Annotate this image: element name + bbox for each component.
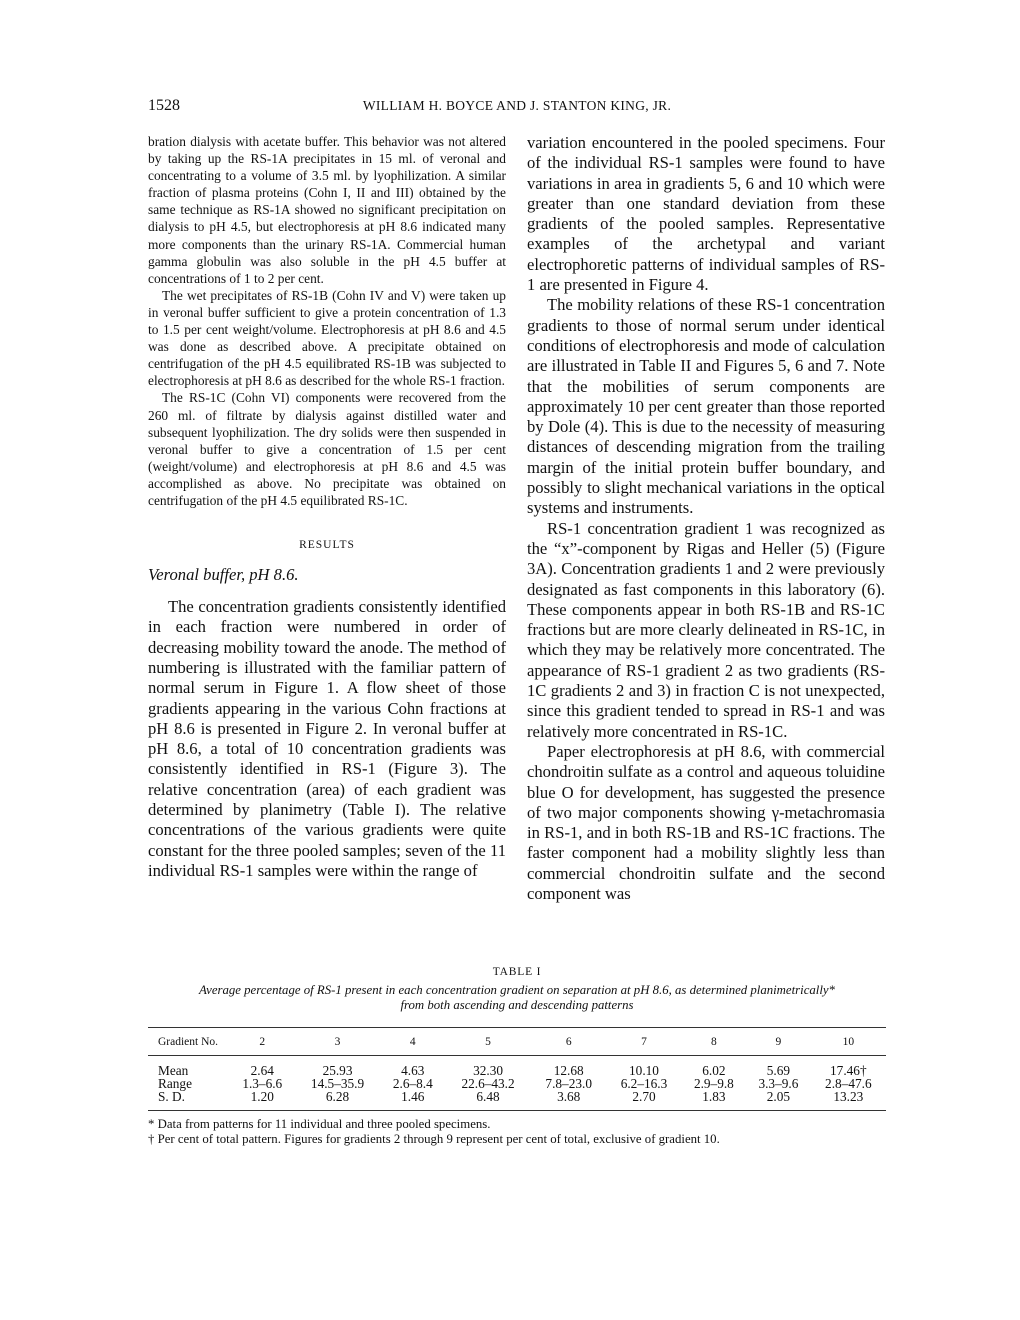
page-number: 1528 [148,97,180,114]
table-cell: 5.69 [766,1063,791,1078]
paragraph: The wet precipitates of RS-1B (Cohn IV and V) were taken up in veronal buffer sufficient to give a protein concentration of 1.3 to 1.5 per cent weight/volume. Electrophoresis at pH 8.6 and 4.5 was done as described above. A precipitate obtained on centrifugation of the pH 4.5 equilibrated RS-1B was subjected to electrophoresis at pH 8.6 as described for the whole RS-1 fraction. [148,287,506,389]
paragraph: bration dialysis with acetate buffer. This behavior was not altered by taking up the RS-1A precipitates in 15 ml. of veronal and concentrating to a volume of 3.5 ml. by lyophilization. A similar fraction of plasma proteins (Cohn I, II and III) obtained by the same technique as RS-1A showed no significant precipitation on dialysis to pH 4.5, but electrophoresis at pH 8.6 indicated many more components than the urinary RS-1A. Commercial human gamma globulin was also soluble in the pH 4.5 buffer at concentrations of 1 to 2 per cent. [148,134,506,286]
data-table [148,1027,886,1111]
table-cell: 14.5–35.9 [310,1076,365,1091]
table-cell: 1.46 [401,1089,425,1104]
column-header: 4 [409,1036,416,1048]
table-footnotes [148,1117,886,1147]
table-cell: 6.48 [476,1089,500,1104]
table-cell: 6.28 [325,1089,350,1104]
column-header: 10 [842,1036,855,1048]
table-cell: 6.02 [702,1063,726,1078]
table-cell: 2.70 [632,1089,656,1104]
table-cell: 17.46† [830,1063,867,1078]
table-cell: 25.93 [322,1063,353,1078]
table-cell: 12.68 [553,1063,584,1078]
table-row [148,1056,886,1078]
table-cell: 7.8–23.0 [545,1076,592,1091]
column-header: 8 [711,1036,717,1048]
row-label: Range [158,1076,192,1091]
paragraph: The mobility relations of these RS-1 concentration gradients to those of normal serum under identical conditions of electrophoresis and mode of calculation are illustrated in Table II and Figures 5, 6 and 7. Note that the mobilities of serum components are approximately 10 per cent greater than those reported by Dole (4). This is due to the necessity of measuring distances of descending migration from the trailing margin of the initial protein buffer boundary, and possibly to slight mechanical variations in the optical systems and instruments. [527,295,885,518]
column-header: 3 [334,1036,341,1048]
footnote: * Data from patterns for 11 individual and three pooled specimens. [148,1117,491,1131]
table-cell: 22.6–43.2 [461,1076,515,1091]
results-text [148,597,506,881]
table-cell: 3.3–9.6 [758,1076,799,1091]
table-cell: 10.10 [629,1063,659,1078]
table-cell: 1.3–6.6 [242,1076,283,1091]
paragraph: The concentration gradients consistently identified in each fraction were numbered in order of decreasing mobility toward the anode. The method of numbering is illustrated with the familiar pattern of normal serum in Figure 1. A flow sheet of those gradients appearing in the various Cohn fractions at pH 8.6 is presented in Figure 2. In veronal buffer at pH 8.6, a total of 10 concentration gradients was consistently identified in RS-1 (Figure 3). The relative concentration (area) of each gradient was determined by planimetry (Table I). The relative concentrations of the various gradients were quite constant for the three pooled samples; seven of the 11 individual RS-1 samples were within the range of [148,597,506,880]
subsection-heading: Veronal buffer, pH 8.6. [148,565,299,585]
table-cell: 1.20 [250,1089,274,1104]
paragraph: Paper electrophoresis at pH 8.6, with commercial chondroitin sulfate as a control and aqueous toluidine blue O for development, has suggested the presence of two major components showing γ-metachromasia in RS-1, and in both RS-1B and RS-1C fractions. The faster component had a mobility slightly less than commercial chondroitin sulfate and the second component was [527,741,885,903]
column-header: 6 [565,1036,572,1048]
table-cell: 1.83 [702,1089,726,1104]
table-cell: 32.30 [473,1063,504,1078]
table-1 [148,966,886,1147]
column-header: Gradient No. [158,1036,219,1048]
table-cell: 6.2–16.3 [620,1076,668,1091]
table-cell: 3.68 [557,1089,581,1104]
paragraph: The RS-1C (Cohn VI) components were recovered from the 260 ml. of filtrate by dialysis against distilled water and subsequent lyophilization. The dry solids were then suspended in veronal buffer to give a concentration of 1.5 per cent (weight/volume) and electrophoresis at pH 8.6 and 4.5 was accomplished as above. No precipitate was obtained on centrifugation of the pH 4.5 equilibrated RS-1C. [148,390,506,508]
table-caption: Average percentage of RS-1 present in each concentration gradient on separation at pH 8.6, as determined planimetrically* from both ascending and descending patterns [199,983,835,1012]
table-cell: 2.05 [766,1089,791,1104]
table-cell: 2.64 [250,1063,274,1078]
table-cell: 2.6–8.4 [392,1076,433,1091]
column-header: 5 [485,1036,491,1048]
table-cell: 4.63 [401,1063,425,1078]
row-label: Mean [158,1063,189,1078]
methods-text [148,133,506,509]
row-label: S. D. [158,1089,185,1104]
right-column [527,133,885,904]
column-header: 2 [259,1036,266,1048]
section-heading-results: RESULTS [299,539,355,552]
paragraph: RS-1 concentration gradient 1 was recognized as the “x”-component by Rigas and Heller (5) (Figure 3A). Concentration gradients 1 and 2 were previously designated as fast components in this laboratory (6). These components appear in both RS-1B and RS-1C fractions but are more clearly delineated in RS-1C, in which they may be relatively more concentrated. The appearance of RS-1 gradient 2 as two gradients (RS-1C gradients 2 and 3) in fraction C is not unexpected, since this gradient tended to spread in RS-1 and was relatively more concentrated in RS-1C. [527,518,885,741]
left-column [148,133,506,881]
column-header: 7 [641,1036,647,1048]
table-row [148,1090,886,1111]
page-header [148,97,886,119]
column-header: 9 [775,1036,782,1048]
table-header-row [148,1028,886,1056]
paragraph: variation encountered in the pooled specimens. Four of the individual RS-1 samples were found to have variations in area in gradients 5, 6 and 10 which were greater than one standard deviation from these gradients of the pooled samples. Representative examples of the archetypal and variant electrophoretic patterns of individual samples of RS-1 are presented in Figure 4. [527,133,885,295]
running-head: WILLIAM H. BOYCE AND J. STANTON KING, JR. [362,98,672,113]
table-cell: 13.23 [833,1089,864,1104]
table-cell: 2.9–9.8 [693,1076,734,1091]
table-label: TABLE I [492,966,542,978]
table-cell: 2.8–47.6 [825,1076,872,1091]
footnote: † Per cent of total pattern. Figures for gradients 2 through 9 represent per cent of total, exclusive of gradient 10. [148,1132,720,1146]
